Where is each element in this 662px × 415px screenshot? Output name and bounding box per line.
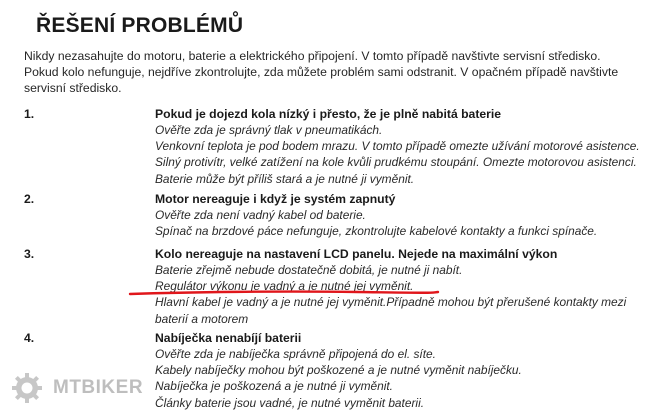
intro-paragraph: Nikdy nezasahujte do motoru, baterie a elektrického připojení. V tomto případě navštivte servisní středisko. xyxy=(24,49,601,63)
item-line: Hlavní kabel je vadný a je nutné jej vyměnit.Případně mohou být přerušené kontakty mezi baterií a motorem xyxy=(155,295,627,326)
item-heading: Motor nereaguje i když je systém zapnutý xyxy=(155,192,396,206)
item-line: Baterie zřejmě nebude dostatečně dobitá, je nutné ji nabít. xyxy=(155,263,463,277)
item-line: Ověřte zda není vadný kabel od baterie. xyxy=(155,208,366,222)
item-number: 1. xyxy=(24,107,35,121)
item-line: Baterie může být příliš stará a je nutné ji vyměnit. xyxy=(155,171,415,186)
item-heading: Pokud je dojezd kola nízký i přesto, že je plně nabitá baterie xyxy=(155,107,502,121)
item-line: Ověřte zda je správný tlak v pneumatikách. xyxy=(155,123,383,137)
mtbiker-watermark xyxy=(9,371,159,405)
red-underline-annotation xyxy=(128,289,440,297)
item-line: Silný protivítr, velké zatížení na kole kvůli prudkému stoupání. Omezte motorovou asistenci. xyxy=(155,155,637,170)
intro-text xyxy=(24,48,644,96)
item-line: Ověřte zda je nabíječka správně připojená do el. síte. xyxy=(155,347,436,361)
item-number: 4. xyxy=(24,331,35,345)
item-line-highlighted: Regulátor výkonu je vadný a je nutné jej vyměnit. xyxy=(155,279,414,294)
item-heading: Nabíječka nenabíjí baterii xyxy=(155,331,302,345)
item-line: Spínač na brzdové páce nefunguje, zkontrolujte kabelové kontakty a funkci spínače. xyxy=(155,224,598,239)
item-line: Nabíječka je poškozená a je nutné ji vyměnit. xyxy=(155,379,393,394)
gear-icon xyxy=(9,371,45,405)
item-heading: Kolo nereaguje na nastavení LCD panelu. Nejede na maximální výkon xyxy=(155,247,558,261)
item-number: 3. xyxy=(24,247,35,261)
item-line: Kabely nabíječky mohou být poškozené a je nutné vyměnit nabíječku. xyxy=(155,363,522,378)
item-number: 2. xyxy=(24,192,35,206)
intro-paragraph: Pokud kolo nefunguje, nejdříve zkontrolujte, zda můžete problém sami odstranit. V opačném případě navštivte servisní středisko. xyxy=(24,65,619,95)
watermark-text: MTBIKER xyxy=(53,377,144,398)
page-title: ŘEŠENÍ PROBLÉMŮ xyxy=(36,14,244,37)
item-line: Venkovní teplota je pod bodem mrazu. V tomto případě omezte užívání motorové asistence. xyxy=(155,139,640,154)
item-line: Články baterie jsou vadné, je nutné vyměnit baterii. xyxy=(155,395,425,410)
